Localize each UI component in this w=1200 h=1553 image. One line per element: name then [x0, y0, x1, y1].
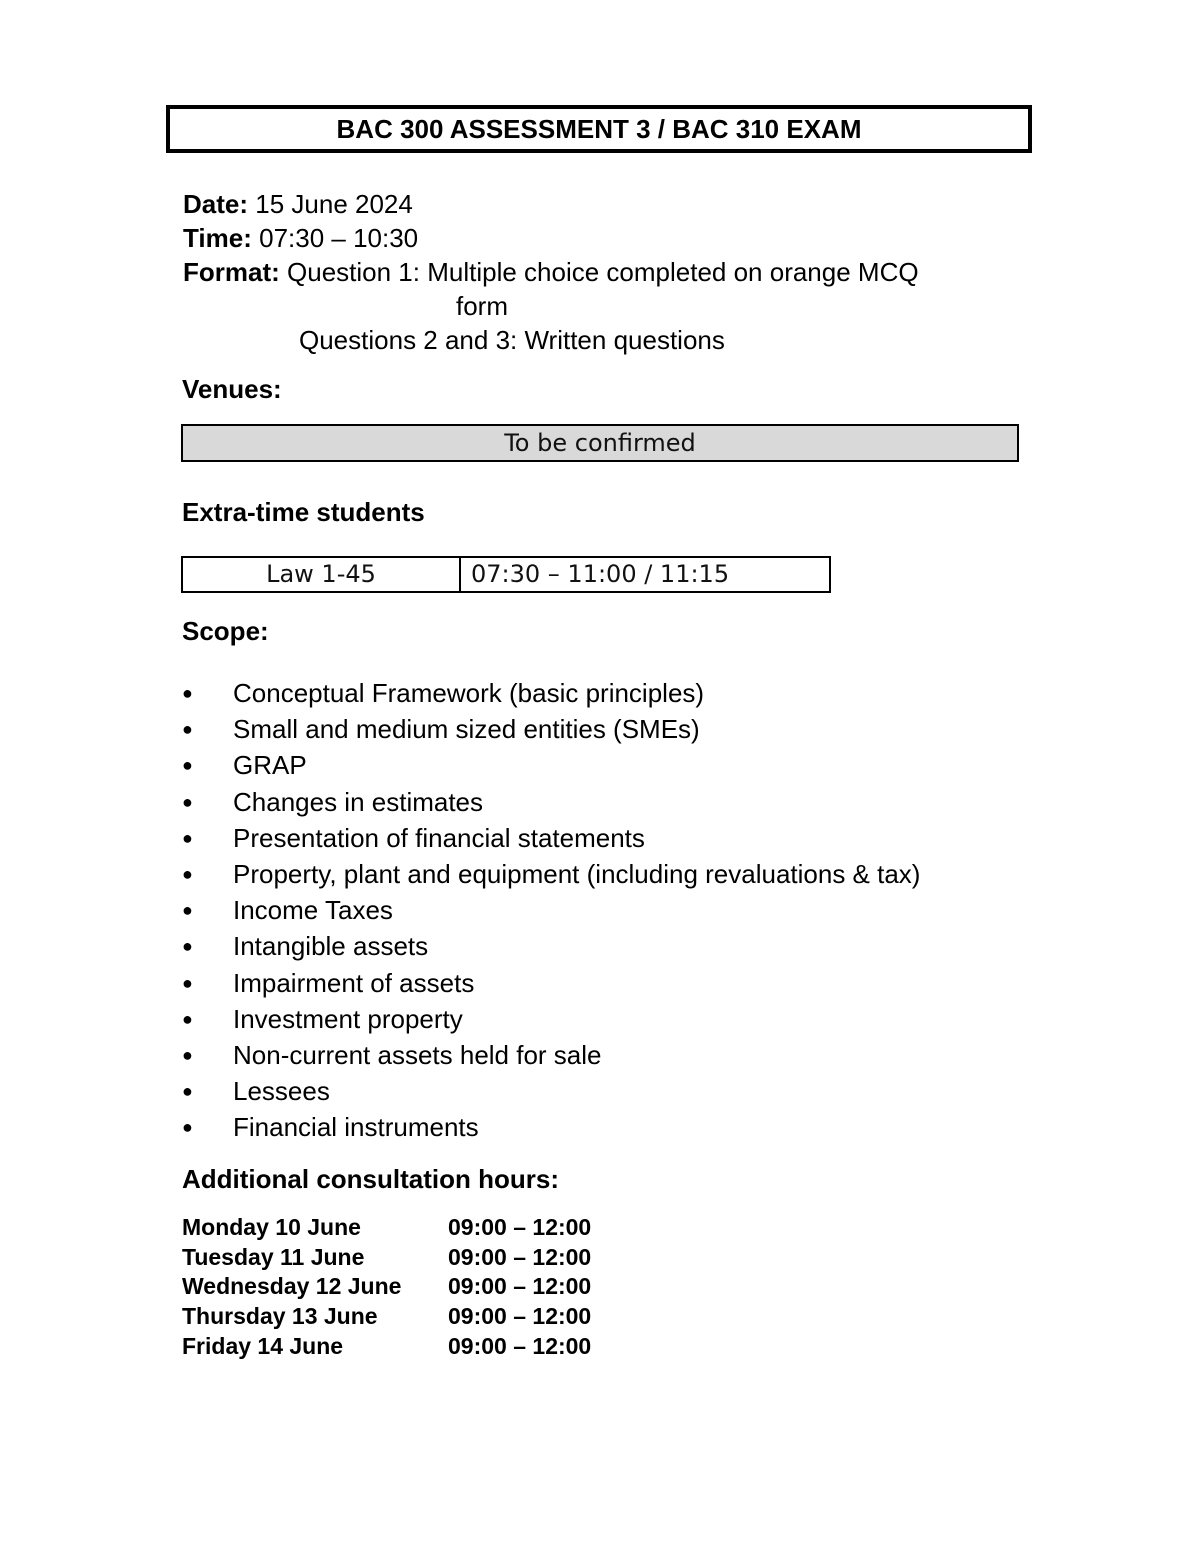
- document-title: BAC 300 ASSESSMENT 3 / BAC 310 EXAM: [166, 105, 1032, 153]
- list-item: [182, 965, 920, 1001]
- table-row: [182, 1301, 591, 1331]
- bullet-icon: ●: [182, 972, 193, 993]
- bullet-icon: ●: [182, 936, 193, 957]
- list-item: [182, 1001, 920, 1037]
- list-item: [182, 1073, 920, 1109]
- scope-item-label: Impairment of assets: [233, 967, 475, 998]
- format-line: [183, 255, 919, 289]
- scope-item-label: Presentation of financial statements: [233, 822, 645, 853]
- scope-item-label: Property, plant and equipment (including revaluations & tax): [233, 858, 921, 889]
- scope-item-label: Investment property: [233, 1003, 463, 1034]
- bullet-icon: ●: [182, 1081, 193, 1102]
- table-row: [182, 1242, 591, 1272]
- bullet-icon: ●: [182, 827, 193, 848]
- list-item: [182, 928, 920, 964]
- bullet-icon: ●: [182, 791, 193, 812]
- bullet-icon: ●: [182, 863, 193, 884]
- venues-heading: Venues:: [182, 374, 282, 404]
- list-item: [182, 1109, 920, 1145]
- consultation-day: Monday 10 June: [182, 1214, 361, 1240]
- scope-item-label: Lessees: [233, 1076, 330, 1107]
- scope-item-label: Income Taxes: [233, 895, 393, 926]
- list-item: [182, 892, 920, 928]
- venue-value: To be confirmed: [181, 424, 1019, 462]
- consultation-time: 09:00 – 12:00: [448, 1273, 592, 1300]
- scope-item-label: Conceptual Framework (basic principles): [233, 678, 705, 708]
- format-question-1: Question 1: Multiple choice completed on orange MCQ: [287, 257, 919, 287]
- table-row: [182, 1212, 591, 1242]
- scope-item-label: Changes in estimates: [233, 786, 484, 817]
- consultation-day: Friday 14 June: [182, 1332, 344, 1359]
- format-label: Format:: [183, 257, 280, 287]
- list-item: [182, 747, 920, 783]
- time-value: 07:30 – 10:30: [259, 223, 419, 253]
- bullet-icon: ●: [182, 900, 193, 921]
- bullet-icon: ●: [182, 683, 193, 703]
- scope-item-label: Financial instruments: [233, 1112, 479, 1143]
- list-item: [182, 820, 920, 856]
- scope-item-label: Small and medium sized entities (SMEs): [233, 714, 700, 745]
- time-label: Time:: [183, 223, 252, 253]
- list-item: [182, 711, 920, 747]
- format-questions-2-3: Questions 2 and 3: Written questions: [299, 325, 725, 355]
- scope-item-label: GRAP: [233, 750, 307, 781]
- list-item: [182, 1037, 920, 1073]
- consultation-day: Thursday 13 June: [182, 1303, 378, 1330]
- date-label: Date:: [183, 189, 249, 219]
- table-row: [182, 1271, 591, 1301]
- extra-time-table: [181, 556, 831, 593]
- consultation-time: 09:00 – 12:00: [448, 1303, 592, 1330]
- consultation-day: Tuesday 11 June: [182, 1243, 365, 1270]
- list-item: [182, 856, 920, 892]
- consultation-schedule: [182, 1212, 591, 1360]
- format-question-1-continuation: form: [456, 291, 508, 321]
- date-line: [183, 187, 413, 221]
- scope-item-label: Intangible assets: [233, 931, 429, 962]
- bullet-icon: ●: [182, 1044, 193, 1065]
- table-row: [182, 1331, 591, 1361]
- consultation-time: 09:00 – 12:00: [448, 1332, 592, 1359]
- bullet-icon: ●: [182, 1117, 193, 1138]
- extra-time-heading: Extra-time students: [182, 497, 425, 527]
- time-line: [183, 221, 418, 255]
- list-item: [182, 675, 920, 711]
- consultation-day: Wednesday 12 June: [182, 1273, 402, 1300]
- list-item: [182, 784, 920, 820]
- scope-list: [182, 675, 920, 1145]
- extra-time-group: Law 1-45: [182, 557, 460, 592]
- scope-heading: Scope:: [182, 616, 269, 646]
- consultation-time: 09:00 – 12:00: [448, 1214, 592, 1240]
- consultation-time: 09:00 – 12:00: [448, 1243, 592, 1270]
- bullet-icon: ●: [182, 1008, 193, 1029]
- consultation-heading: Additional consultation hours:: [182, 1164, 559, 1194]
- bullet-icon: ●: [182, 755, 193, 776]
- extra-time-slot: 07:30 – 11:00 / 11:15: [460, 557, 830, 592]
- table-row: [182, 557, 830, 592]
- date-value: 15 June 2024: [255, 189, 413, 219]
- scope-item-label: Non-current assets held for sale: [233, 1039, 602, 1070]
- bullet-icon: ●: [182, 719, 193, 740]
